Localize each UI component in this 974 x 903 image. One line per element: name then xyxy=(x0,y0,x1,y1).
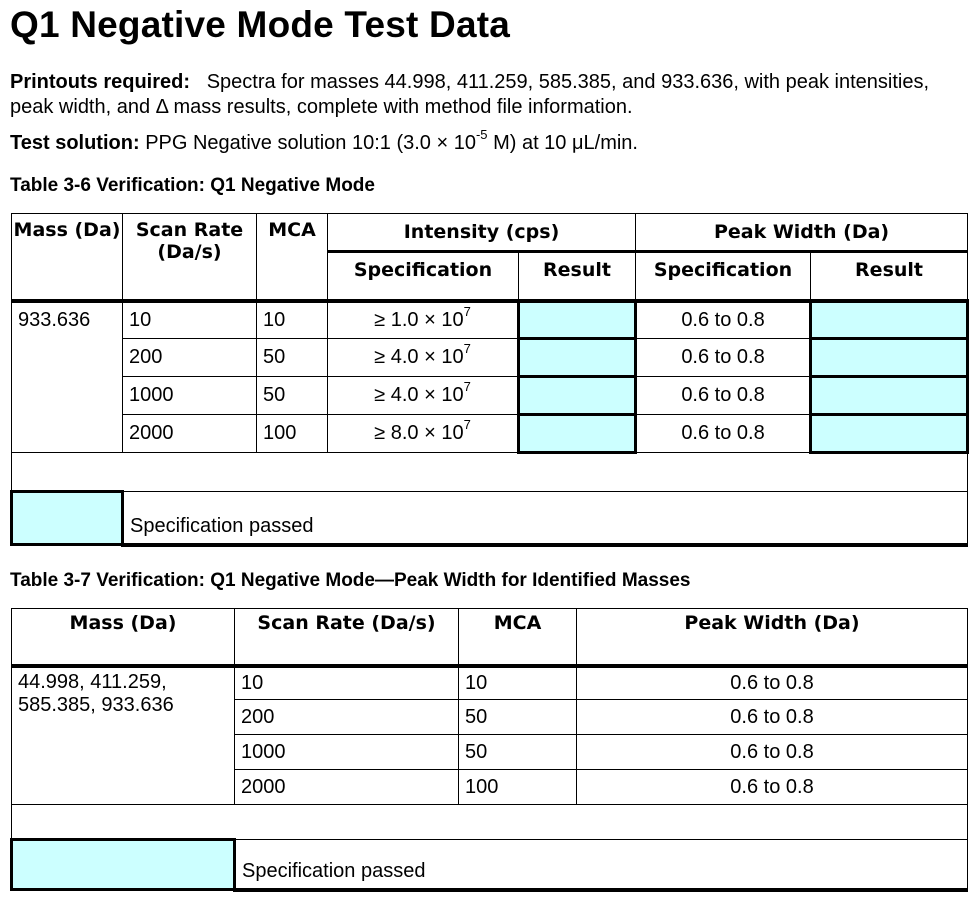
table2-mca-cell: 100 xyxy=(459,770,577,805)
table2-mca-cell: 50 xyxy=(459,700,577,735)
printouts-text: Spectra for masses 44.998, 411.259, 585.385, and 933.636, with peak intensities, peak width, and Δ mass results, complete with method file information. xyxy=(10,71,930,118)
table1-caption: Table 3-6 Verification: Q1 Negative Mode xyxy=(10,175,375,196)
table2-header-mass: Mass (Da) xyxy=(12,609,235,666)
table2-header-peak-width: Peak Width (Da) xyxy=(577,609,968,666)
table1-intensity-spec-cell: ≥ $4.0 \times 10^7$ xyxy=(328,339,519,377)
table2-caption: Table 3-7 Verification: Q1 Negative Mode—Peak Width for Identified Masses xyxy=(10,570,691,591)
table1-mca-cell: 50 xyxy=(257,377,328,415)
table1-mca-cell: 50 xyxy=(257,339,328,377)
table2-legend-swatch xyxy=(12,840,235,890)
table1-header-peak-width: Peak Width (Da) xyxy=(636,214,968,252)
table1-header-peak-result: Result xyxy=(811,252,968,301)
table1-header-scan-rate: Scan Rate (Da/s) xyxy=(123,214,257,301)
table2-peak-width-cell: 0.6 to 0.8 xyxy=(577,735,968,770)
table1-scan-rate-cell: 2000 xyxy=(123,415,257,453)
table2-mca-cell: 10 xyxy=(459,666,577,700)
table2-scan-rate-cell: 10 xyxy=(235,666,459,700)
table1-intensity-spec-cell: ≥ $8.0 \times 10^7$ xyxy=(328,415,519,453)
table1-scan-rate-cell: 200 xyxy=(123,339,257,377)
table1-spacer-row xyxy=(12,453,968,492)
table2-mass-cell: 44.998, 411.259, 585.385, 933.636 xyxy=(12,666,235,805)
table2-scan-rate-cell: 200 xyxy=(235,700,459,735)
table1-peak-width-result-box[interactable] xyxy=(811,415,968,453)
table1-intensity-result-box[interactable] xyxy=(519,339,636,377)
table1-legend-text: Specification passed xyxy=(123,492,968,545)
table1-scan-rate-cell: 1000 xyxy=(123,377,257,415)
printouts-paragraph xyxy=(10,70,960,120)
table2-spacer-row xyxy=(12,805,968,840)
table2-scan-rate-cell: 2000 xyxy=(235,770,459,805)
table1-peak-width-result-box[interactable] xyxy=(811,339,968,377)
table1-mca-cell: 100 xyxy=(257,415,328,453)
table1-header-intensity-result: Result xyxy=(519,252,636,301)
verification-table-peak-width xyxy=(10,608,968,892)
test-solution-exponent: -5 xyxy=(475,127,488,143)
table1-mass-cell: 933.636 xyxy=(12,301,123,453)
table1-scan-rate-cell: 10 xyxy=(123,301,257,339)
table1-intensity-result-box[interactable] xyxy=(519,415,636,453)
page-title: Q1 Negative Mode Test Data xyxy=(10,4,511,45)
table1-peak-width-spec-cell: 0.6 to 0.8 xyxy=(636,301,811,339)
table1-intensity-spec-cell: ≥ $1.0 \times 10^7$ xyxy=(328,301,519,339)
table1-peak-width-spec-cell: 0.6 to 0.8 xyxy=(636,377,811,415)
test-solution-label: Test solution: xyxy=(10,132,140,154)
table1-peak-width-spec-cell: 0.6 to 0.8 xyxy=(636,339,811,377)
table2-scan-rate-cell: 1000 xyxy=(235,735,459,770)
table2-legend-text: Specification passed xyxy=(235,840,968,890)
table1-peak-width-result-box[interactable] xyxy=(811,301,968,339)
table2-header-scan-rate: Scan Rate (Da/s) xyxy=(235,609,459,666)
table1-intensity-result-box[interactable] xyxy=(519,301,636,339)
table2-header-mca: MCA xyxy=(459,609,577,666)
table1-header-mass: Mass (Da) xyxy=(12,214,123,301)
table1-mca-cell: 10 xyxy=(257,301,328,339)
table1-header-intensity: Intensity (cps) xyxy=(328,214,636,252)
test-solution-text-before: PPG Negative solution 10:1 (3.0 × 10 xyxy=(145,132,476,154)
table2-peak-width-cell: 0.6 to 0.8 xyxy=(577,770,968,805)
table1-header-mca: MCA xyxy=(257,214,328,301)
table2-mca-cell: 50 xyxy=(459,735,577,770)
table1-peak-width-result-box[interactable] xyxy=(811,377,968,415)
table1-intensity-result-box[interactable] xyxy=(519,377,636,415)
table1-intensity-spec-cell: ≥ $4.0 \times 10^7$ xyxy=(328,377,519,415)
test-solution-text-after: M) at 10 μL/min. xyxy=(487,132,638,154)
table1-header-intensity-spec: Specification xyxy=(328,252,519,301)
table2-peak-width-cell: 0.6 to 0.8 xyxy=(577,700,968,735)
table1-legend-swatch xyxy=(12,492,123,545)
printouts-label: Printouts required: xyxy=(10,71,191,93)
verification-table-q1-negative xyxy=(10,213,969,547)
test-solution-paragraph xyxy=(10,127,960,156)
table2-peak-width-cell: 0.6 to 0.8 xyxy=(577,666,968,700)
table1-header-peak-spec: Specification xyxy=(636,252,811,301)
table1-peak-width-spec-cell: 0.6 to 0.8 xyxy=(636,415,811,453)
